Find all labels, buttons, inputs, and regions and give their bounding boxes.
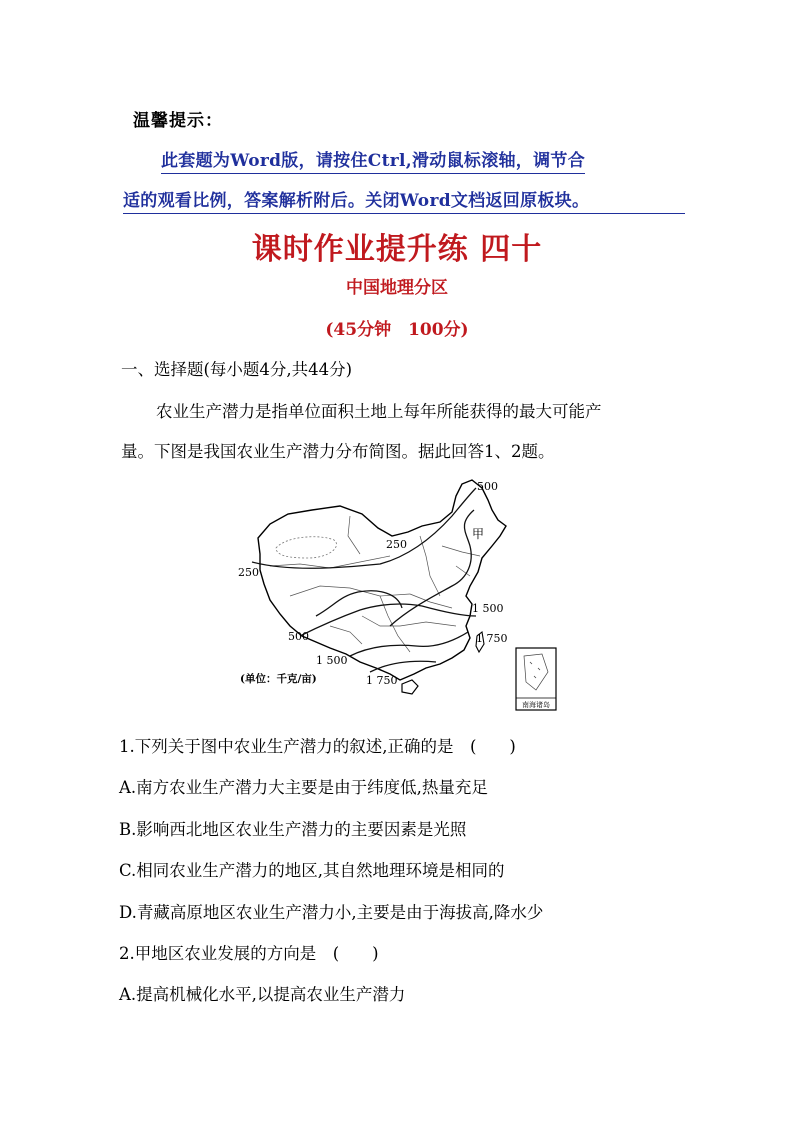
intro-line-2: 量。下图是我国农业生产潜力分布简图。据此回答1、2题。 [121, 442, 555, 461]
q1-option-b: B.影响西北地区农业生产潜力的主要因素是光照 [119, 820, 467, 839]
section-heading: 一、选择题(每小题4分,共44分) [121, 360, 353, 379]
q1-option-a: A.南方农业生产潜力大主要是由于纬度低,热量充足 [119, 778, 488, 797]
label-1500-s: 1 500 [316, 654, 348, 667]
label-1750-se: 1 750 [476, 632, 508, 645]
china-map-svg [230, 476, 564, 712]
label-jia: 甲 [472, 527, 485, 541]
tip-title: 温馨提示： [133, 111, 223, 131]
hainan-island [402, 680, 418, 694]
q1-option-d: D.青藏高原地区农业生产潜力小,主要是由于海拔高,降水少 [119, 903, 544, 922]
tip-line-2: 适的观看比例，答案解析附后。关闭Word文档返回原板块。 [123, 186, 685, 214]
q2-stem: 2.甲地区农业发展的方向是 ( ) [119, 944, 379, 963]
time-score: (45分钟 100分) [325, 320, 469, 340]
label-1500-e: 1 500 [472, 602, 504, 615]
agri-potential-map [230, 476, 564, 712]
q1-option-c: C.相同农业生产潜力的地区,其自然地理环境是相同的 [119, 861, 505, 880]
q1-stem: 1.下列关于图中农业生产潜力的叙述,正确的是 ( ) [119, 737, 516, 756]
label-250-n: 250 [386, 538, 407, 551]
label-1750-s: 1 750 [366, 674, 398, 687]
tip-line-1: 此套题为Word版，请按住Ctrl,滑动鼠标滚轴，调节合 [161, 146, 585, 174]
label-250-w: 250 [238, 566, 259, 579]
intro-line-1: 农业生产潜力是指单位面积土地上每年所能获得的最大可能产 [156, 402, 602, 421]
map-unit: (单位：千克/亩) [240, 673, 317, 685]
south-china-sea-inset [516, 648, 556, 710]
page-subtitle: 中国地理分区 [346, 278, 448, 298]
q2-option-a: A.提高机械化水平,以提高农业生产潜力 [119, 985, 406, 1004]
desert-area [276, 537, 336, 558]
label-500-ne: 500 [477, 480, 498, 493]
page-title: 课时作业提升练 四十 [251, 232, 543, 267]
label-500-sw: 500 [288, 630, 309, 643]
inset-label: 南海诸岛 [522, 701, 550, 709]
china-outline [258, 480, 506, 680]
